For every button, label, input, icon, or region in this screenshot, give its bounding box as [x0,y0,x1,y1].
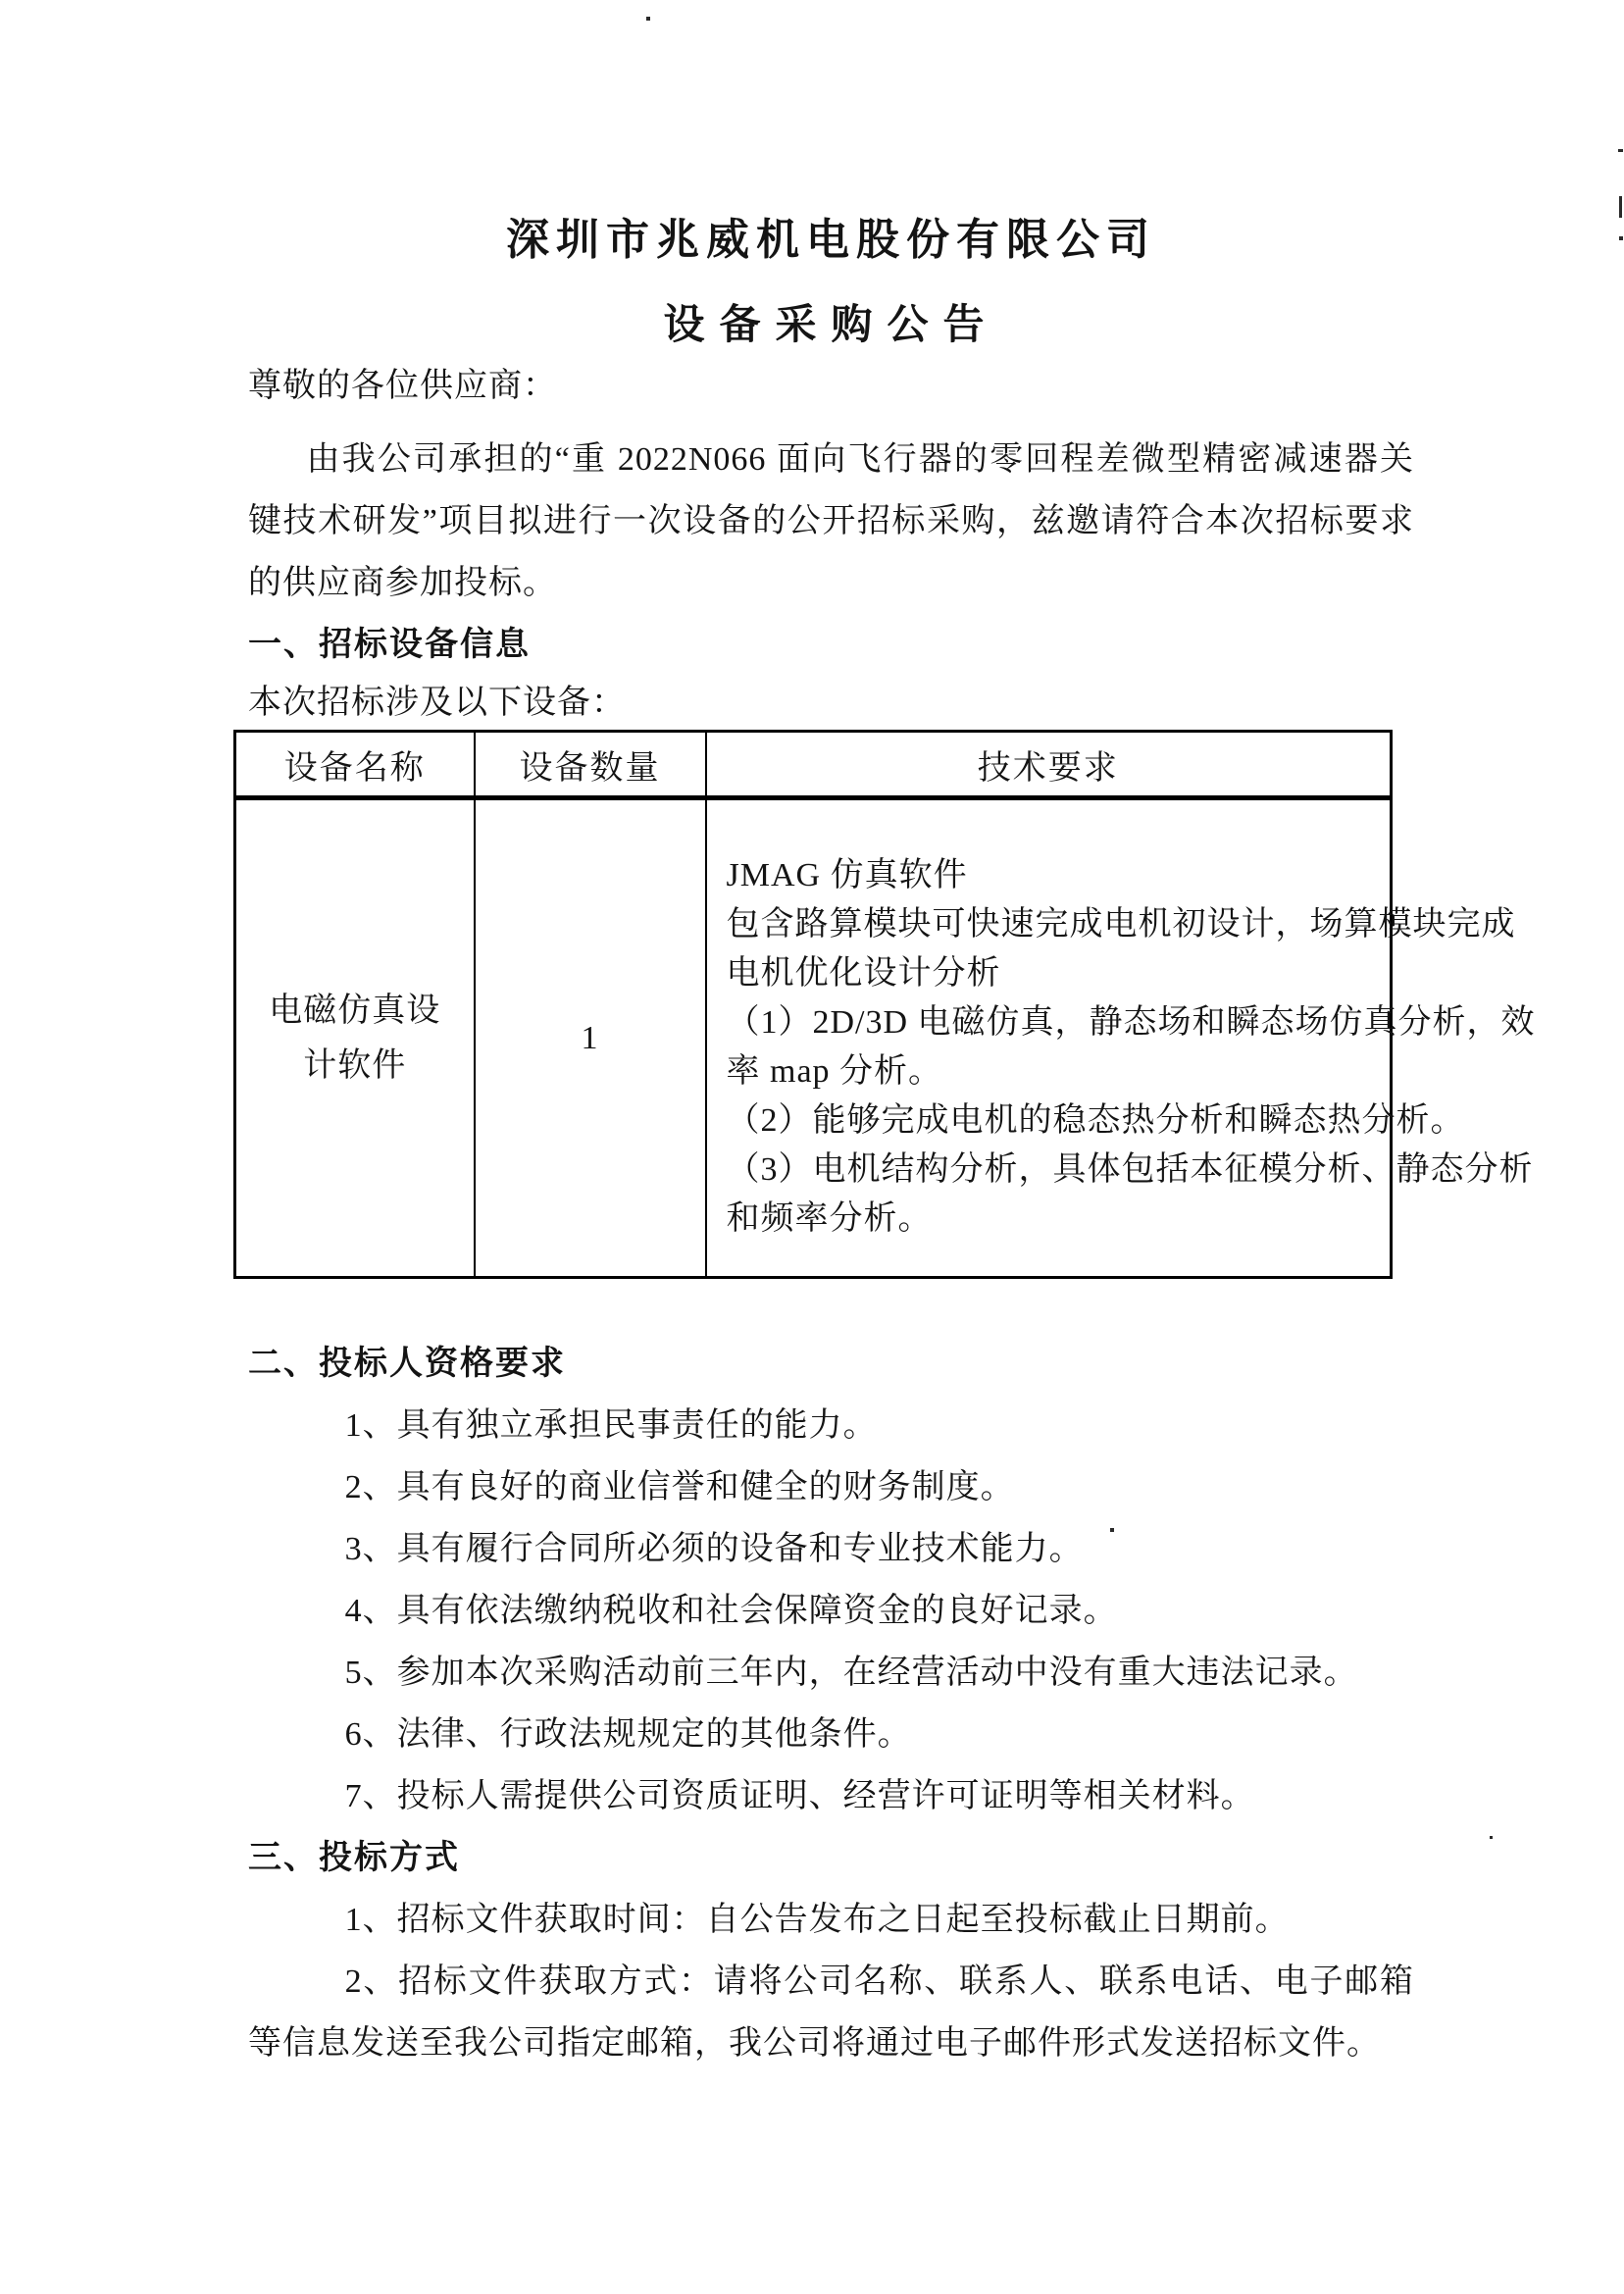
section-heading-3: 三、投标方式 [248,1840,460,1876]
tech-requirement-line: 电机优化设计分析 [726,955,1001,992]
list-item: 2、具有良好的商业信誉和健全的财务制度。 [344,1469,1015,1505]
list-item: 2、招标文件获取方式：请将公司名称、联系人、联系电话、电子邮箱等信息发送至我公司指定邮箱，我公司将通过电子邮件形式发送招标文件。 [248,1963,1414,2062]
column-header-device-quantity: 设备数量 [475,732,706,798]
scan-artifact [1619,236,1623,240]
document-content [248,0,1536,2074]
announcement-title: 设备采购公告 [663,303,999,348]
scan-artifact [1490,1836,1493,1839]
tech-requirement-line: 和频率分析。 [726,1200,933,1237]
column-header-tech-requirements: 技术要求 [706,732,1392,798]
tech-requirement-line: （3）电机结构分析，具体包括本征模分析、静态分析 [726,1151,1534,1188]
section-heading-2: 二、投标人资格要求 [248,1346,566,1382]
scan-artifact [1618,149,1623,152]
greeting-line: 尊敬的各位供应商： [248,368,557,404]
device-name-cell: 电磁仿真设计软件 [235,798,475,1278]
section-heading-1: 一、招标设备信息 [248,627,531,663]
list-item: 1、具有独立承担民事责任的能力。 [344,1407,878,1444]
list-item: 3、具有履行合同所必须的设备和专业技术能力。 [344,1531,1084,1567]
table-lead-line: 本次招标涉及以下设备： [248,685,626,721]
tech-requirement-line: 率 map 分析。 [726,1053,943,1090]
tech-requirements-cell [706,798,1536,1278]
list-item: 4、具有依法缴纳税收和社会保障资金的良好记录。 [344,1593,1118,1629]
intro-paragraph: 由我公司承担的“重 2022N066 面向飞行器的零回程差微型精密减速器关键技术研发”项目拟进行一次设备的公开招标采购，兹邀请符合本次招标要求的供应商参加投标。 [248,441,1414,601]
bidder-qualification-list [248,1395,1414,1827]
tech-requirement-line: （1）2D/3D 电磁仿真，静态场和瞬态场仿真分析，效 [726,1004,1536,1041]
list-item: 7、投标人需提供公司资质证明、经营许可证明等相关材料。 [344,1778,1255,1814]
company-title: 深圳市兆威机电股份有限公司 [506,216,1156,264]
column-header-device-name: 设备名称 [235,732,475,798]
tech-requirement-line: （2）能够完成电机的稳态热分析和瞬态热分析。 [726,1102,1465,1139]
device-table [233,730,1536,1279]
device-quantity-cell: 1 [475,798,706,1278]
tech-requirement-line: JMAG 仿真软件 [726,857,968,893]
tech-requirement-line: 包含路算模块可快速完成电机初设计，场算模块完成 [726,906,1516,943]
list-item: 1、招标文件获取时间：自公告发布之日起至投标截止日期前。 [344,1902,1290,1938]
table-header-row [235,732,1392,798]
bidding-method-list [248,1889,1414,2074]
list-item: 6、法律、行政法规规定的其他条件。 [344,1716,912,1753]
list-item: 5、参加本次采购活动前三年内，在经营活动中没有重大违法记录。 [344,1655,1358,1691]
scan-artifact [1619,196,1622,218]
table-row [235,798,1392,1278]
